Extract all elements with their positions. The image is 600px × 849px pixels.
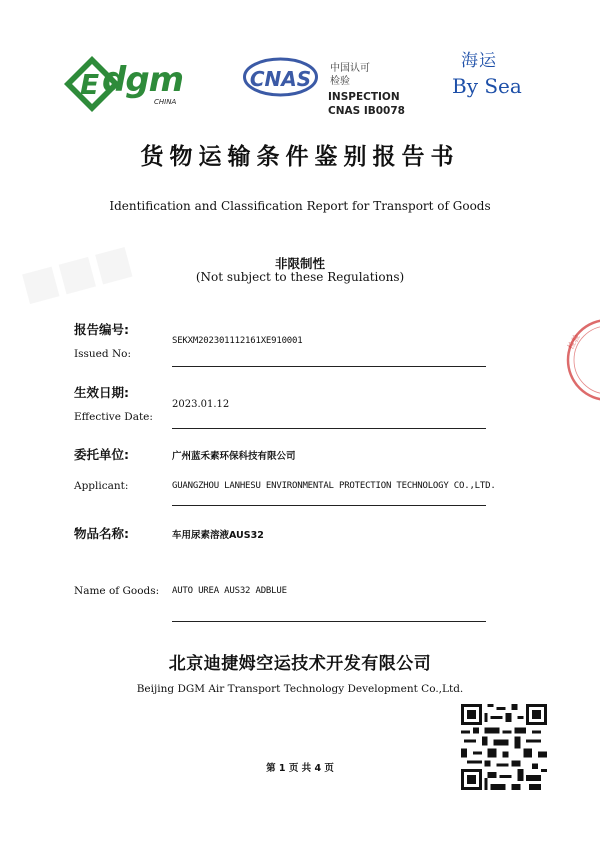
applicant-underline [172,505,486,506]
official-seal-stamp [558,315,600,405]
report-title-cn: 货物运输条件鉴别报告书 [140,144,460,170]
svg-text:检验: 检验 [565,332,582,351]
cnas-logo [243,57,318,97]
svg-text:E: E [80,68,100,101]
issued-no-underline [172,366,486,367]
effective-date-label-en: Effective Date: [74,411,153,423]
organization-name-cn: 北京迪捷姆空运技术开发有限公司 [168,654,432,674]
issued-no-label-cn: 报告编号: [74,322,129,337]
applicant-value-cn: 广州蓝禾素环保科技有限公司 [172,451,296,462]
cnas-label-cn [330,62,370,88]
applicant-label-en: Applicant: [74,480,129,492]
page-indicator: 第 1 页 共 4 页 [266,763,334,774]
transport-mode-cn: 海运 [461,51,497,71]
goods-value-en: AUTO UREA AUS32 ADBLUE [172,586,287,596]
goods-label-en: Name of Goods: [74,585,160,597]
goods-underline [172,621,486,622]
cnas-label-en-line1: INSPECTION [328,91,400,103]
edgm-logo [62,50,192,120]
cnas-label-cn-line1: 中国认可 [330,63,370,74]
cnas-label-en [328,90,405,118]
category-en: (Not subject to these Regulations) [195,270,405,284]
edgm-logo-sub: CHINA [154,98,177,106]
transport-mode-en: By Sea [452,74,522,98]
organization-name-en: Beijing DGM Air Transport Technology Development Co.,Ltd. [136,683,464,695]
cnas-label-cn-line2: 检验 [330,76,350,87]
qr-code-image [461,704,547,790]
effective-date-label-cn: 生效日期: [74,385,129,400]
cnas-logo-text: CNAS [249,67,312,91]
applicant-value-en: GUANGZHOU LANHESU ENVIRONMENTAL PROTECTION TECHNOLOGY CO.,LTD. [172,481,496,491]
issued-no-label-en: Issued No: [74,348,132,360]
goods-label-cn: 物品名称: [74,526,129,541]
goods-value-cn: 车用尿素溶液AUS32 [172,530,264,541]
report-title-en: Identification and Classification Report for Transport of Goods [109,199,491,213]
effective-date-value: 2023.01.12 [172,399,230,410]
cnas-label-en-line2: CNAS IB0078 [328,105,405,117]
issued-no-value: SEKXM202301112161XE910001 [172,336,303,346]
category-cn: 非限制性 [274,256,325,271]
edgm-logo-text: dgm [102,60,184,100]
effective-date-underline [172,428,486,429]
applicant-label-cn: 委托单位: [74,447,129,462]
